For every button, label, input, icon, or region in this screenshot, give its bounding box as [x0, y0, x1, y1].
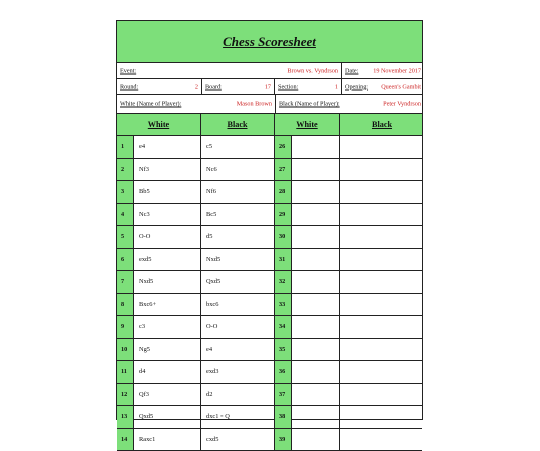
white-move[interactable]	[292, 136, 340, 158]
white-column-header-2: White	[275, 114, 340, 135]
black-move[interactable]: c5	[201, 136, 275, 158]
white-move[interactable]: Raxc1	[134, 429, 201, 451]
move-number: 35	[275, 339, 292, 361]
moves-header-row	[117, 114, 422, 136]
black-player-label: Black (Name of Player):	[279, 101, 340, 108]
black-move[interactable]	[340, 429, 424, 451]
move-number: 39	[275, 429, 292, 451]
table-row	[117, 429, 422, 451]
table-row	[117, 271, 422, 294]
white-player-value: Mason Brown	[237, 101, 272, 108]
move-number: 7	[117, 271, 134, 293]
move-number: 29	[275, 204, 292, 226]
move-number: 4	[117, 204, 134, 226]
white-move[interactable]	[292, 339, 340, 361]
round-row	[117, 79, 422, 95]
black-move[interactable]: Bc5	[201, 204, 275, 226]
move-number: 6	[117, 249, 134, 271]
board-label: Board:	[205, 83, 222, 90]
board-value: 17	[265, 83, 271, 90]
table-row	[117, 181, 422, 204]
black-move[interactable]	[340, 159, 424, 181]
table-row	[117, 316, 422, 339]
round-field[interactable]	[117, 79, 201, 94]
table-row	[117, 339, 422, 362]
section-label: Section:	[278, 83, 298, 90]
black-move[interactable]: Nxd5	[201, 249, 275, 271]
date-label: Date:	[345, 67, 358, 74]
white-move[interactable]	[292, 204, 340, 226]
table-row	[117, 384, 422, 407]
black-move[interactable]	[340, 294, 424, 316]
move-number: 27	[275, 159, 292, 181]
title-bar	[117, 21, 422, 63]
white-move[interactable]	[292, 271, 340, 293]
black-move[interactable]	[340, 136, 424, 158]
black-move[interactable]: bxc6	[201, 294, 275, 316]
white-move[interactable]	[292, 384, 340, 406]
white-player-label: White (Name of Player):	[120, 101, 181, 108]
black-move[interactable]	[340, 339, 424, 361]
round-label: Round:	[120, 83, 138, 90]
white-move[interactable]: Nc3	[134, 204, 201, 226]
white-move[interactable]: Qf3	[134, 384, 201, 406]
move-number: 36	[275, 361, 292, 383]
black-move[interactable]: Qxd5	[201, 271, 275, 293]
black-move[interactable]	[340, 204, 424, 226]
black-move[interactable]: dxc1 = Q	[201, 406, 275, 428]
event-value: Brown vs. Vyndrson	[287, 67, 338, 74]
section-field[interactable]	[274, 79, 341, 94]
table-row	[117, 361, 422, 384]
table-row	[117, 204, 422, 227]
white-move[interactable]	[292, 361, 340, 383]
white-move[interactable]	[292, 294, 340, 316]
white-move[interactable]	[292, 406, 340, 428]
event-row	[117, 63, 422, 79]
move-number: 28	[275, 181, 292, 203]
move-number: 13	[117, 406, 134, 428]
move-number: 5	[117, 226, 134, 248]
table-row	[117, 294, 422, 317]
move-number: 2	[117, 159, 134, 181]
move-number: 30	[275, 226, 292, 248]
black-player-value: Peter Vyndrson	[383, 101, 421, 108]
black-move[interactable]: exd3	[201, 361, 275, 383]
table-row	[117, 406, 422, 429]
black-move[interactable]: d5	[201, 226, 275, 248]
white-move[interactable]: Nf3	[134, 159, 201, 181]
black-column-header: Black	[201, 114, 275, 135]
sheet-title: Chess Scoresheet	[223, 34, 316, 50]
opening-value: Queen's Gambit	[381, 83, 421, 90]
section-value: 1	[335, 83, 338, 90]
black-move[interactable]	[340, 316, 424, 338]
scoresheet	[116, 20, 423, 420]
black-move[interactable]: d2	[201, 384, 275, 406]
black-move[interactable]	[340, 361, 424, 383]
black-move[interactable]	[340, 181, 424, 203]
event-label: Event:	[120, 67, 136, 74]
move-number: 9	[117, 316, 134, 338]
move-number: 1	[117, 136, 134, 158]
move-number: 33	[275, 294, 292, 316]
white-move[interactable]: e4	[134, 136, 201, 158]
table-row	[117, 226, 422, 249]
date-field[interactable]	[341, 63, 424, 78]
date-value: 19 November 2017	[373, 67, 421, 74]
white-player-field[interactable]	[117, 95, 275, 113]
white-move[interactable]	[292, 226, 340, 248]
black-move[interactable]: Nf6	[201, 181, 275, 203]
move-number: 31	[275, 249, 292, 271]
white-move[interactable]: Nxd5	[134, 271, 201, 293]
move-number: 34	[275, 316, 292, 338]
black-move[interactable]: cxd5	[201, 429, 275, 451]
white-move[interactable]: Ng5	[134, 339, 201, 361]
white-move[interactable]	[292, 249, 340, 271]
move-number: 37	[275, 384, 292, 406]
move-number: 12	[117, 384, 134, 406]
move-number: 32	[275, 271, 292, 293]
black-move[interactable]	[340, 271, 424, 293]
black-move[interactable]	[340, 406, 424, 428]
round-value: 2	[195, 83, 198, 90]
white-move[interactable]: exd5	[134, 249, 201, 271]
opening-label: Opening:	[345, 83, 368, 90]
black-move[interactable]	[340, 249, 424, 271]
move-number: 10	[117, 339, 134, 361]
white-move[interactable]	[292, 181, 340, 203]
move-number: 3	[117, 181, 134, 203]
move-number: 38	[275, 406, 292, 428]
black-move[interactable]: e4	[201, 339, 275, 361]
board-field[interactable]	[201, 79, 274, 94]
black-column-header-2: Black	[340, 114, 424, 135]
table-row	[117, 159, 422, 182]
black-move[interactable]: O-O	[201, 316, 275, 338]
white-column-header: White	[117, 114, 201, 135]
table-row	[117, 136, 422, 159]
move-number: 11	[117, 361, 134, 383]
white-move[interactable]: d4	[134, 361, 201, 383]
black-player-field[interactable]	[275, 95, 424, 113]
white-move[interactable]: O-O	[134, 226, 201, 248]
opening-field[interactable]	[341, 79, 424, 94]
white-move[interactable]: Qxd5	[134, 406, 201, 428]
event-field[interactable]	[117, 63, 341, 78]
white-move[interactable]: Bb5	[134, 181, 201, 203]
white-move[interactable]: c3	[134, 316, 201, 338]
white-move[interactable]	[292, 429, 340, 451]
white-move[interactable]: Bxc6+	[134, 294, 201, 316]
table-row	[117, 249, 422, 272]
black-move[interactable]	[340, 384, 424, 406]
move-number: 14	[117, 429, 134, 451]
white-move[interactable]	[292, 316, 340, 338]
white-move[interactable]	[292, 159, 340, 181]
move-number: 8	[117, 294, 134, 316]
players-row	[117, 95, 422, 114]
black-move[interactable]: Nc6	[201, 159, 275, 181]
black-move[interactable]	[340, 226, 424, 248]
move-number: 26	[275, 136, 292, 158]
